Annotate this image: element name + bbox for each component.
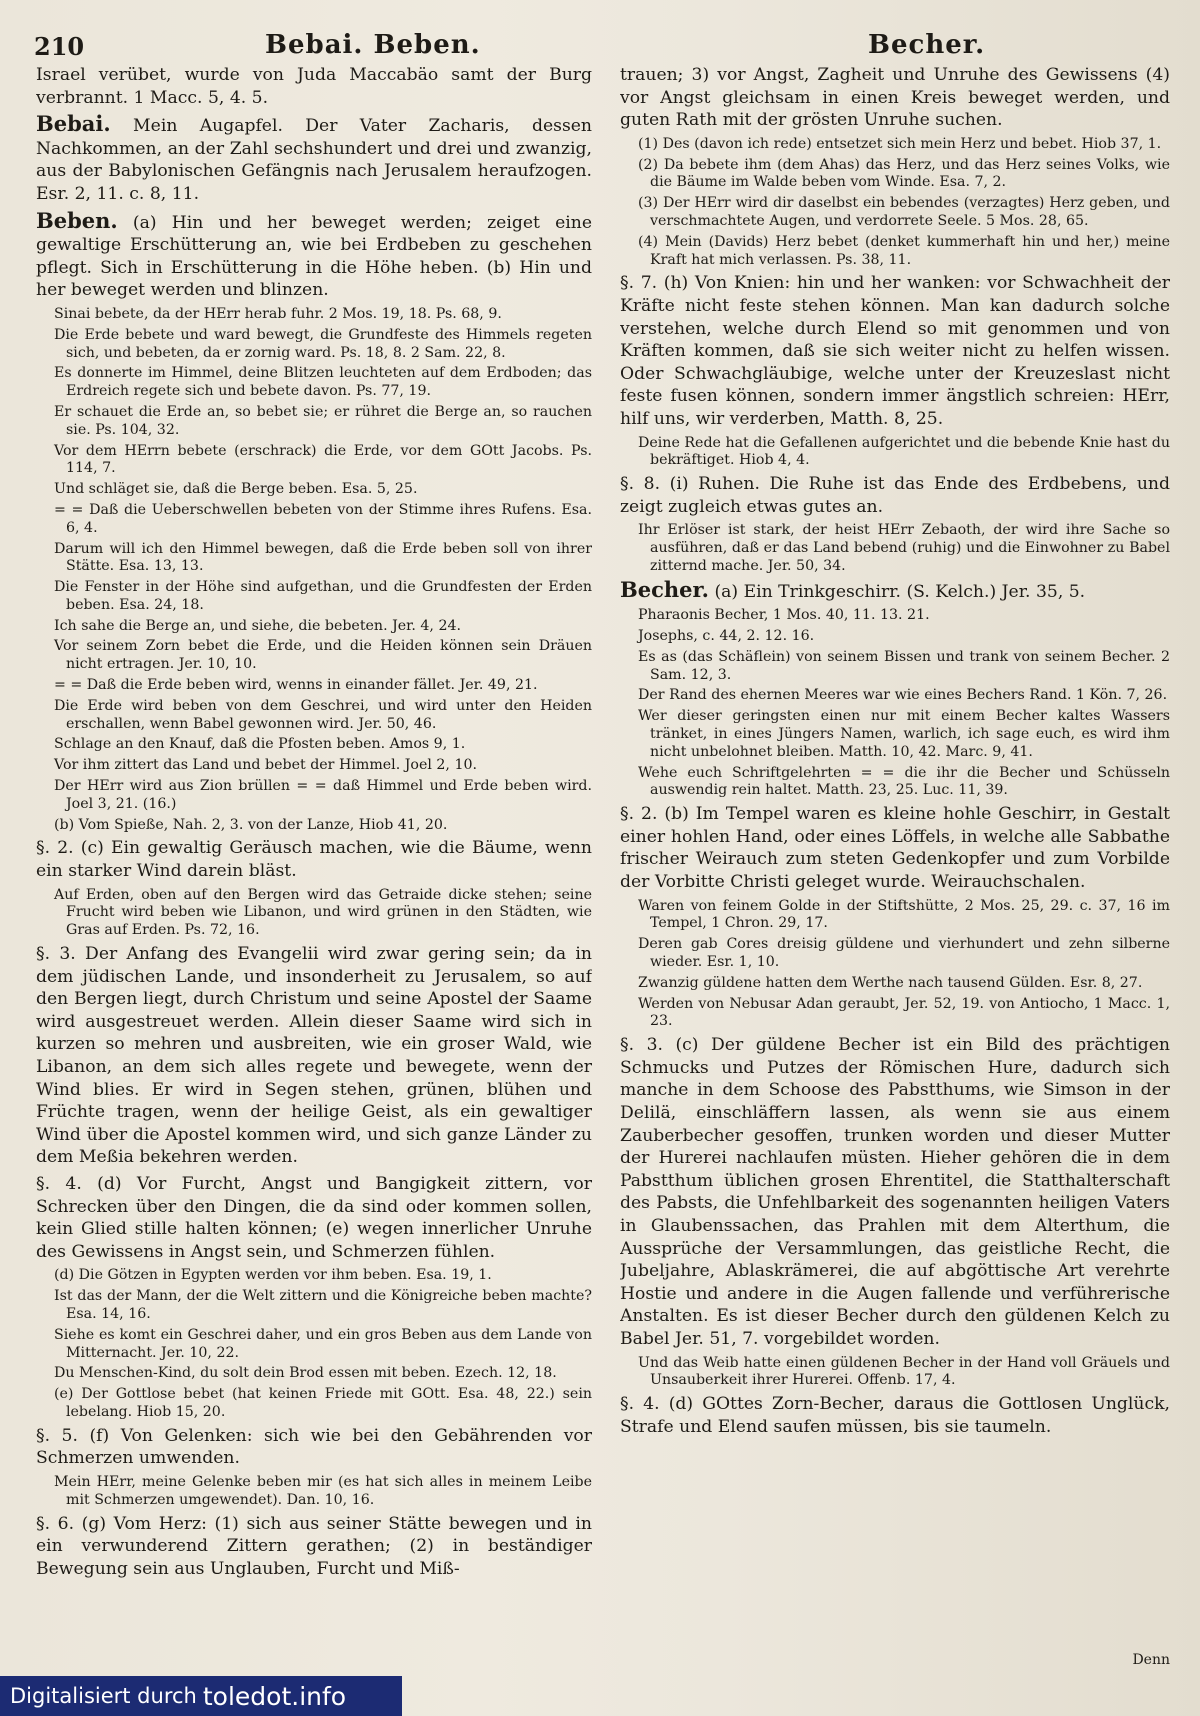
entry-paragraph (620, 576, 1170, 604)
citation-text: Ich sahe die Berge an, und siehe, die bebeten. Jer. 4, 24. (54, 617, 462, 634)
citation-text: Vor seinem Zorn bebet die Erde, und die Heiden können sein Dräuen nicht ertragen. Jer. 10, 10. (54, 638, 592, 673)
scripture-citation (36, 1474, 592, 1510)
citation-text: Er schauet die Erde an, so bebet sie; er rühret die Berge an, so rauchen sie. Ps. 104, 32. (54, 403, 592, 438)
scripture-citation (620, 898, 1170, 934)
paragraph-text: Mein Augapfel. Der Vater Zacharis, dessen Nachkommen, an der Zahl sechshundert und drei und zwanzig, aus der Babylonischen Gefängnis nach Jerusalem heraufzogen. Esr. 2, 11. c. 8, 11. (36, 116, 592, 204)
scripture-citation (620, 157, 1170, 193)
paragraph-text: §. 2. (c) Ein gewaltig Geräusch machen, wie die Bäume, wenn ein starker Wind darein bläst. (36, 838, 592, 882)
citation-text: Und schläget sie, daß die Berge beben. Esa. 5, 25. (54, 481, 418, 498)
citation-text: (b) Vom Spieße, Nah. 2, 3. von der Lanze, Hiob 41, 20. (54, 816, 448, 833)
citation-text: Der Rand des ehernen Meeres war wie eines Bechers Rand. 1 Kön. 7, 26. (638, 687, 1168, 704)
scripture-citation (620, 195, 1170, 231)
body-paragraph (620, 64, 1170, 132)
scripture-citation (620, 136, 1170, 154)
scripture-citation (620, 996, 1170, 1032)
page-header (30, 30, 1172, 66)
citation-text: Deine Rede hat die Gefallenen aufgerichtet und die bebende Knie hast du bekräftiget. Hiob 4, 4. (638, 434, 1170, 469)
entry-paragraph (36, 113, 592, 205)
citation-text: Auf Erden, oben auf den Bergen wird das Getraide dicke stehen; seine Frucht wird beben wie Libanon, und wird grünen in den Städten, wie Gras auf Erden. Ps. 72, 16. (54, 886, 592, 939)
citation-text: Sinai bebete, da der HErr herab fuhr. 2 Mos. 19, 18. Ps. 68, 9. (54, 305, 502, 322)
citation-text: (d) Die Götzen in Egypten werden vor ihm beben. Esa. 19, 1. (54, 1267, 492, 1284)
body-paragraph (36, 1173, 592, 1263)
entry-headword: Beben. (36, 207, 118, 233)
paragraph-text: (a) Ein Trinkgeschirr. (S. Kelch.) Jer. 35, 5. (714, 581, 1086, 602)
paragraph-text: §. 4. (d) GOttes Zorn-Becher, daraus die Gottlosen Unglück, Strafe und Elend saufen müssen, bis sie taumeln. (620, 1394, 1170, 1437)
scripture-citation (620, 1355, 1170, 1391)
scripture-citation (36, 327, 592, 363)
scripture-citation (36, 698, 592, 734)
paragraph-text: §. 7. (h) Von Knien: hin und her wanken: vor Schwachheit der Kräfte nicht feste stehen können. Man kan dadurch solche verstehen, welche durch Elend so mit genommen und von Kräften kommen, daß sie sich weiter nicht zu helfen wissen. Oder Schwachgläubige, welche unter der Kreuzeslast nicht feste fusen können, sondern immer ängstlich schreien: HErr, hilf uns, wir verderben, Matth. 8, 25. (620, 273, 1170, 429)
citation-text: Ihr Erlöser ist stark, der heist HErr Zebaoth, der wird ihre Sache so ausführen, daß er das Land bebend (ruhig) und die Einwohner zu Babel zitternd mache. Jer. 50, 34. (638, 522, 1170, 574)
citation-text: Die Erde bebete und ward bewegt, die Grundfeste des Himmels regeten sich, und bebeten, da er zornig ward. Ps. 18, 8. 2 Sam. 22, 8. (54, 326, 592, 361)
paragraph-text: Israel verübet, wurde von Juda Maccabäo samt der Burg verbrannt. 1 Macc. 5, 4. 5. (36, 65, 592, 108)
scripture-citation (36, 736, 592, 754)
body-paragraph (36, 1513, 592, 1581)
citation-text: Josephs, c. 44, 2. 12. 16. (638, 628, 815, 645)
citation-text: Deren gab Cores dreisig güldene und vierhundert und zehn silberne wieder. Esr. 1, 10. (638, 936, 1170, 971)
entry-headword: Becher. (620, 576, 709, 602)
citation-text: Es as (das Schäflein) von seinem Bissen und trank von seinem Becher. 2 Sam. 12, 3. (638, 648, 1170, 683)
body-paragraph (620, 803, 1170, 893)
citation-text: (1) Des (davon ich rede) entsetzet sich mein Herz und bebet. Hiob 37, 1. (638, 135, 1162, 152)
scripture-citation (620, 765, 1170, 801)
paragraph-text: §. 3. (c) Der güldene Becher ist ein Bild des prächtigen Schmucks und Putzes der Römischen Hure, dadurch sich manche in dem Schoose des Pabstthums, wie Simson in der Delilä, einschläffern lassen, als wenn sie aus einem Zauberbecher gesoffen, trunken worden und dieser Mutter der Hurerei nachlaufen müsten. Hieher gehören die in dem Pabstthum üblichen grosen Ehrentitel, die Statthalterschaft des Pabsts, die Unfehlbarkeit des sogenannten heiligen Vaters in Glaubenssachen, das Prahlen mit dem Alterthum, die Aussprüche der Versammlungen, das geistliche Recht, die Jubeljahre, Ablaskrämerei, die auf abgöttische Art verehrte Hostie und andere in die Augen fallende und verführerische Anstalten. Es ist dieser Becher durch den güldenen Kelch zu Babel Jer. 51, 7. vorgebildet worden. (620, 1035, 1170, 1349)
scripture-citation (620, 522, 1170, 575)
citation-text: Und das Weib hatte einen güldenen Becher in der Hand voll Gräuels und Unsauberkeit ihrer Hurerei. Offenb. 17, 4. (638, 1354, 1170, 1389)
body-paragraph (36, 943, 592, 1169)
body-paragraph (620, 272, 1170, 430)
citation-text: Zwanzig güldene hatten dem Werthe nach tausend Gülden. Esr. 8, 27. (638, 974, 1143, 991)
scripture-citation (620, 708, 1170, 761)
scripture-citation (620, 607, 1170, 625)
catchword: Denn (1132, 1652, 1170, 1668)
citation-text: (e) Der Gottlose bebet (hat keinen Friede mit GOtt. Esa. 48, 22.) sein lebelang. Hiob 15, 20. (54, 1386, 592, 1420)
entry-headword: Bebai. (36, 111, 111, 137)
scripture-citation (36, 502, 592, 538)
paragraph-text: §. 6. (g) Vom Herz: (1) sich aus seiner Stätte bewegen und in ein verwunderend Zittern gerathen; (2) in beständiger Bewegung sein aus Unglauben, Furcht und Miß- (36, 1513, 592, 1579)
citation-text: Waren von feinem Golde in der Stiftshütte, 2 Mos. 25, 29. c. 37, 16 im Tempel, 1 Chron. 29, 17. (638, 897, 1170, 932)
citation-text: Siehe es komt ein Geschrei daher, und ein gros Beben aus dem Lande von Mitternacht. Jer. 10, 22. (54, 1326, 592, 1361)
paragraph-text: §. 4. (d) Vor Furcht, Angst und Bangigkeit zittern, vor Schrecken über den Dingen, die da sind oder kommen sollen, kein Glied stille halten können; (e) wegen innerlicher Unruhe des Gewissens in Angst sein, und Schmerzen fühlen. (36, 1173, 592, 1262)
scripture-citation (620, 234, 1170, 270)
scripture-citation (620, 649, 1170, 685)
banner-brand[interactable]: toledot.info (202, 1681, 347, 1711)
citation-text: Werden von Nebusar Adan geraubt, Jer. 52, 19. von Antiocho, 1 Macc. 1, 23. (638, 995, 1170, 1030)
scripture-citation (620, 435, 1170, 471)
paragraph-text: trauen; 3) vor Angst, Zagheit und Unruhe des Gewissens (4) vor Angst gleichsam in einen Kreis beweget werden, und guten Rath mit der grösten Unruhe suchen. (620, 65, 1170, 131)
citation-text: Pharaonis Becher, 1 Mos. 40, 11. 13. 21. (638, 607, 930, 624)
citation-text: Vor ihm zittert das Land und bebet der Himmel. Joel 2, 10. (54, 757, 478, 774)
scripture-citation (36, 677, 592, 695)
paragraph-text: §. 2. (b) Im Tempel waren es kleine hohle Geschirr, in Gestalt einer hohlen Hand, oder eines Löffels, in welche alle Sabbathe frischer Weirauch zum steten Gedenkopfer und zum Vorbilde der Vorbitte Christi geleget wurde. Weirauchschalen. (620, 804, 1170, 893)
scripture-citation (620, 687, 1170, 705)
page-number: 210 (34, 32, 85, 61)
scripture-citation (36, 1288, 592, 1324)
scripture-citation (36, 887, 592, 940)
paragraph-text: §. 5. (f) Von Gelenken: sich wie bei den Gebährenden vor Schmerzen umwenden. (36, 1425, 592, 1469)
citation-text: Es donnerte im Himmel, deine Blitzen leuchteten auf dem Erdboden; das Erdreich regete sich und bebete davon. Ps. 77, 19. (54, 365, 592, 400)
citation-text: (2) Da bebete ihm (dem Ahas) das Herz, und das Herz seines Volks, wie die Bäume im Walde beben vom Winde. Esa. 7, 2. (638, 156, 1170, 191)
citation-text: Schlage an den Knauf, daß die Pfosten beben. Amos 9, 1. (54, 736, 466, 753)
scripture-citation (36, 1386, 592, 1422)
citation-text: Die Fenster in der Höhe sind aufgethan, und die Grundfesten der Erden beben. Esa. 24, 18. (54, 579, 592, 613)
paragraph-text: §. 8. (i) Ruhen. Die Ruhe ist das Ende des Erdbebens, und zeigt zugleich etwas gutes an. (620, 474, 1170, 517)
scripture-citation (36, 1365, 592, 1383)
citation-text: Der HErr wird aus Zion brüllen = = daß Himmel und Erde beben wird. Joel 3, 21. (16.) (54, 778, 592, 812)
digitization-banner[interactable] (0, 1676, 402, 1716)
scripture-citation (620, 936, 1170, 972)
scripture-citation (36, 618, 592, 636)
citation-text: Wehe euch Schriftgelehrten = = die ihr die Becher und Schüsseln auswendig rein haltet. Matth. 23, 25. Luc. 11, 39. (638, 764, 1170, 799)
citation-text: = = Daß die Erde beben wird, wenns in einander fället. Jer. 49, 21. (54, 677, 538, 694)
body-paragraph (36, 1425, 592, 1470)
entry-paragraph (36, 207, 592, 302)
scripture-citation (36, 817, 592, 835)
body-paragraph (620, 473, 1170, 518)
left-column (36, 64, 592, 1646)
body-paragraph (36, 837, 592, 882)
scripture-citation (36, 443, 592, 479)
citation-text: Ist das der Mann, der die Welt zittern und die Königreiche beben machte? Esa. 14, 16. (54, 1288, 592, 1322)
running-head-right: Becher. (868, 30, 986, 60)
banner-prefix: Digitalisiert durch (10, 1684, 197, 1708)
scripture-citation (36, 404, 592, 440)
scripture-citation (36, 778, 592, 814)
right-column (620, 64, 1170, 1646)
body-paragraph (36, 64, 592, 109)
scripture-citation (36, 638, 592, 674)
body-paragraph (620, 1393, 1170, 1438)
citation-text: Vor dem HErrn bebete (erschrack) die Erde, vor dem GOtt Jacobs. Ps. 114, 7. (54, 442, 592, 477)
citation-text: (3) Der HErr wird dir daselbst ein bebendes (verzagtes) Herz geben, und verschmachtete Augen, und verdorrete Seele. 5 Mos. 28, 65. (638, 195, 1170, 229)
running-head-left: Bebai. Beben. (265, 30, 481, 60)
scripture-citation (36, 541, 592, 577)
scripture-citation (36, 757, 592, 775)
scripture-citation (36, 365, 592, 401)
citation-text: Darum will ich den Himmel bewegen, daß die Erde beben soll von ihrer Stätte. Esa. 13, 13. (54, 540, 592, 575)
scripture-citation (36, 306, 592, 324)
scripture-citation (36, 1327, 592, 1363)
citation-text: Wer dieser geringsten einen nur mit einem Becher kaltes Wassers tränket, in eines Jüngers Namen, warlich, ich sage euch, es wird ihm nicht unbelohnet bleiben. Matth. 10, 42. Marc. 9, 41. (638, 708, 1170, 760)
paragraph-text: §. 3. Der Anfang des Evangelii wird zwar gering sein; da in dem jüdischen Lande, und insonderheit zu Jerusalem, so auf den Bergen liegt, durch Christum und seine Apostel der Saame wird ausgestreuet werden. Allein dieser Saame wird sich in kurzen so mehren und ausbreiten, wie ein groser Wald, wie Libanon, an dem sich alles regete und bewegete, wenn der Wind blies. Er wird in Segen stehen, grünen, blühen und Früchte tragen, wenn der heilige Geist, als ein gewaltiger Wind über die Apostel kommen wird, und sich ganze Länder zu dem Meßia bekehren werden. (36, 944, 592, 1168)
scripture-citation (36, 481, 592, 499)
citation-text: Mein HErr, meine Gelenke beben mir (es hat sich alles in meinem Leibe mit Schmerzen umgewendet). Dan. 10, 16. (54, 1473, 592, 1508)
scripture-citation (36, 1267, 592, 1285)
scripture-citation (620, 628, 1170, 646)
citation-text: = = Daß die Ueberschwellen bebeten von der Stimme ihres Rufens. Esa. 6, 4. (54, 501, 592, 536)
paragraph-text: (a) Hin und her beweget werden; zeiget eine gewaltige Erschütterung an, wie bei Erdbeben zu geschehen pflegt. Sich in Erschütterung in die Höhe heben. (b) Hin und her beweget werden und blinzen. (36, 212, 592, 301)
scripture-citation (620, 975, 1170, 993)
body-paragraph (620, 1034, 1170, 1350)
scripture-citation (36, 579, 592, 615)
citation-text: (4) Mein (Davids) Herz bebet (denket kummerhaft hin und her,) meine Kraft hat mich verlassen. Ps. 38, 11. (638, 233, 1170, 268)
citation-text: Du Menschen-Kind, du solt dein Brod essen mit beben. Ezech. 12, 18. (54, 1365, 557, 1382)
citation-text: Die Erde wird beben von dem Geschrei, und wird unter den Heiden erschallen, wenn Babel gewonnen wird. Jer. 50, 46. (54, 697, 592, 732)
